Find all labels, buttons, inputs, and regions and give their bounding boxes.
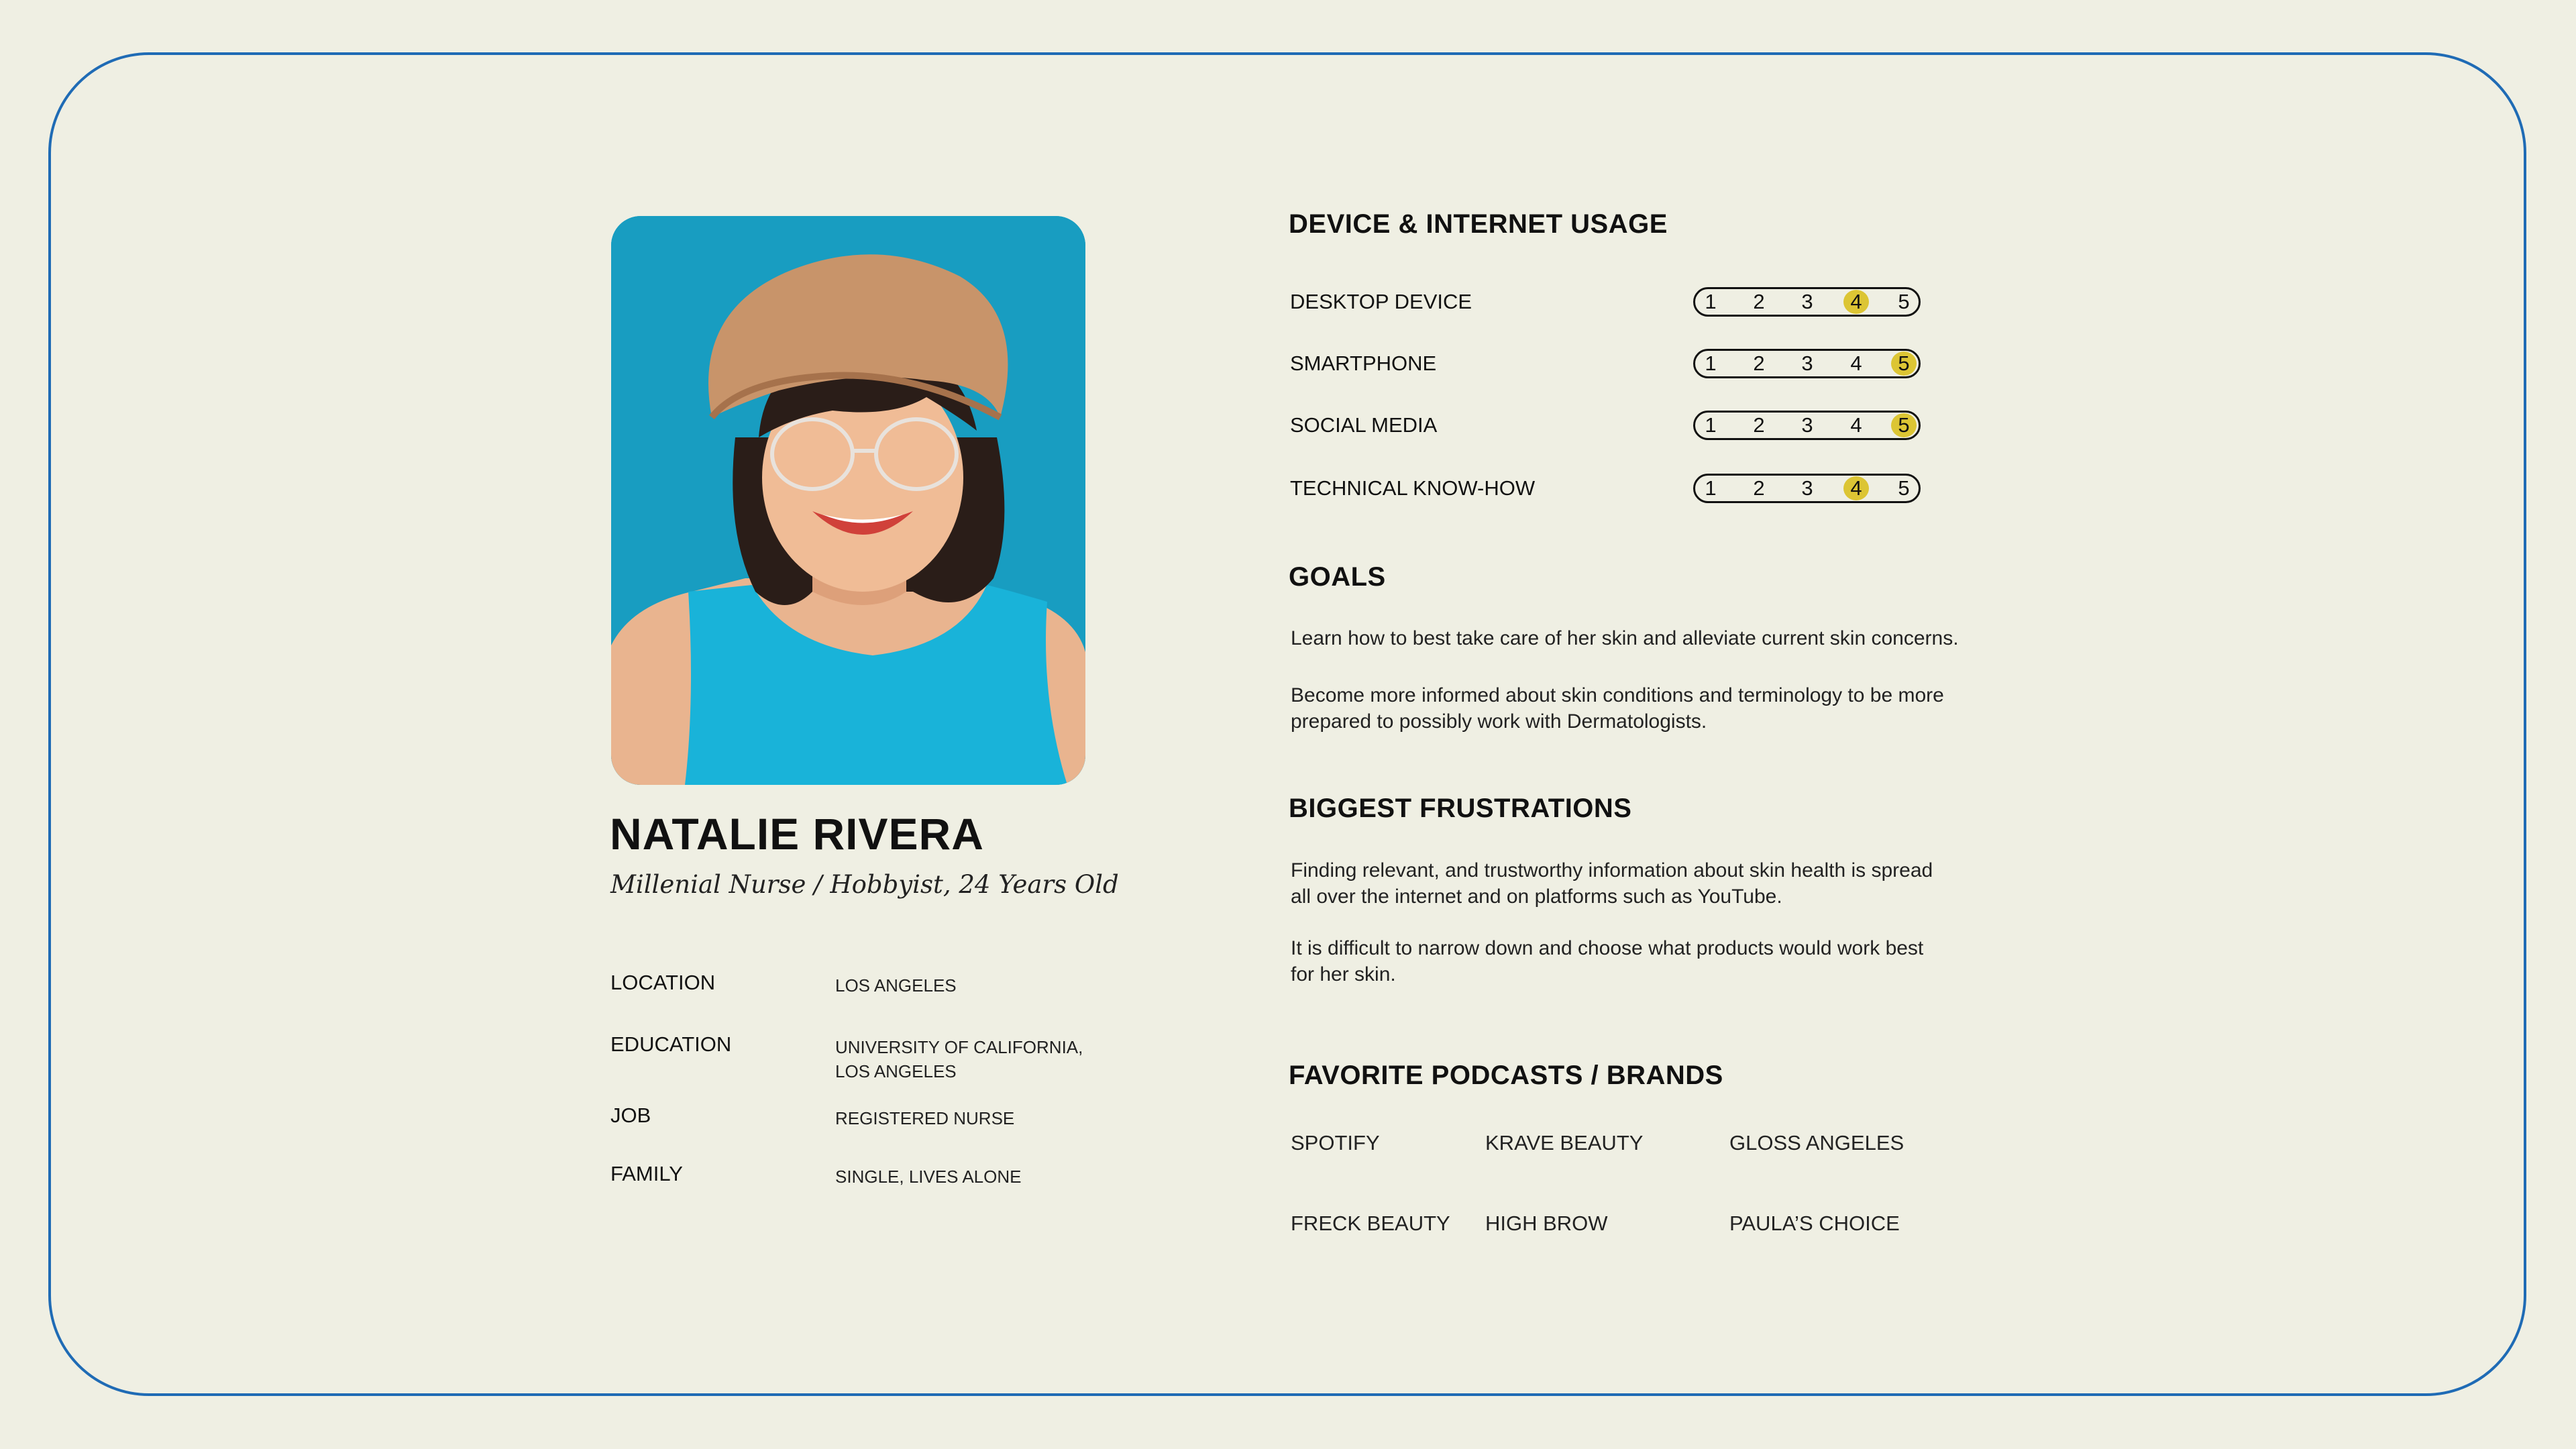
persona-photo <box>611 216 1085 785</box>
favorites-title: FAVORITE PODCASTS / BRANDS <box>1289 1061 1723 1090</box>
rating-scale <box>1693 474 1921 503</box>
rating-row-technical <box>1290 474 1961 503</box>
frustration-text-line: all over the internet and on platforms such as YouTube. <box>1291 885 1782 908</box>
rating-label: SOCIAL MEDIA <box>1290 413 1438 437</box>
card-frame <box>48 52 2526 1396</box>
detail-value-line: UNIVERSITY OF CALIFORNIA, <box>835 1037 1083 1057</box>
rating-label: DESKTOP DEVICE <box>1290 290 1472 313</box>
frustration-text-line: Finding relevant, and trustworthy information about skin health is spread <box>1291 859 1933 881</box>
detail-label: JOB <box>610 1104 651 1127</box>
rating-row-smartphone <box>1290 349 1961 378</box>
rating-label: TECHNICAL KNOW-HOW <box>1290 476 1536 500</box>
detail-value <box>835 1106 1117 1130</box>
goal-text-line: Become more informed about skin conditions and terminology to be more <box>1291 684 1944 706</box>
rating-option-4: 4 <box>1843 476 1869 500</box>
goal-item <box>1291 682 2015 735</box>
rating-option-3: 3 <box>1801 290 1813 313</box>
persona-subtitle: Millenial Nurse / Hobbyist, 24 Years Old <box>610 870 1119 899</box>
device-usage-title: DEVICE & INTERNET USAGE <box>1289 209 1668 239</box>
rating-label: SMARTPHONE <box>1290 352 1437 375</box>
rating-option-2: 2 <box>1753 290 1765 313</box>
rating-option-3: 3 <box>1801 476 1813 500</box>
detail-value-line: LOS ANGELES <box>835 975 957 996</box>
goals-title: GOALS <box>1289 562 1386 592</box>
goal-text-line: prepared to possibly work with Dermatologists. <box>1291 710 1707 733</box>
rating-option-2: 2 <box>1753 413 1765 437</box>
detail-label: FAMILY <box>610 1162 683 1185</box>
brand-item: GLOSS ANGELES <box>1729 1131 1904 1155</box>
rating-row-desktop <box>1290 287 1961 317</box>
brand-item: SPOTIFY <box>1291 1131 1380 1155</box>
rating-option-1: 1 <box>1705 290 1717 313</box>
frustration-text-line: for her skin. <box>1291 963 1396 985</box>
detail-value <box>835 1165 1117 1189</box>
rating-option-2: 2 <box>1753 476 1765 500</box>
rating-option-5: 5 <box>1891 352 1917 376</box>
rating-option-2: 2 <box>1753 352 1765 375</box>
portrait-photo <box>611 216 1085 785</box>
frustration-item <box>1291 935 2015 987</box>
detail-label: EDUCATION <box>610 1032 732 1056</box>
rating-option-1: 1 <box>1705 413 1717 437</box>
detail-value-line: SINGLE, LIVES ALONE <box>835 1167 1022 1187</box>
brand-item: FRECK BEAUTY <box>1291 1212 1450 1235</box>
detail-value <box>835 973 1117 998</box>
rating-option-4: 4 <box>1850 413 1862 437</box>
goal-text-line: Learn how to best take care of her skin and alleviate current skin concerns. <box>1291 627 1959 649</box>
rating-option-5: 5 <box>1891 413 1917 437</box>
rating-option-4: 4 <box>1843 290 1869 314</box>
rating-scale <box>1693 349 1921 378</box>
detail-label: LOCATION <box>610 971 716 994</box>
rating-option-1: 1 <box>1705 352 1717 375</box>
rating-option-5: 5 <box>1898 290 1910 313</box>
frustration-item <box>1291 857 2015 910</box>
detail-value-line: LOS ANGELES <box>835 1061 957 1081</box>
frustrations-title: BIGGEST FRUSTRATIONS <box>1289 794 1632 823</box>
persona-name: NATALIE RIVERA <box>610 809 984 859</box>
brand-item: KRAVE BEAUTY <box>1485 1131 1644 1155</box>
rating-option-1: 1 <box>1705 476 1717 500</box>
brand-item: HIGH BROW <box>1485 1212 1608 1235</box>
rating-scale <box>1693 287 1921 317</box>
rating-row-social-media <box>1290 411 1961 440</box>
rating-scale <box>1693 411 1921 440</box>
rating-option-5: 5 <box>1898 476 1910 500</box>
detail-value <box>835 1035 1117 1083</box>
detail-value-line: REGISTERED NURSE <box>835 1108 1015 1128</box>
rating-option-3: 3 <box>1801 413 1813 437</box>
frustration-text-line: It is difficult to narrow down and choose what products would work best <box>1291 937 1924 959</box>
goal-item <box>1291 625 2015 651</box>
brand-item: PAULA’S CHOICE <box>1729 1212 1900 1235</box>
rating-option-3: 3 <box>1801 352 1813 375</box>
rating-option-4: 4 <box>1850 352 1862 375</box>
